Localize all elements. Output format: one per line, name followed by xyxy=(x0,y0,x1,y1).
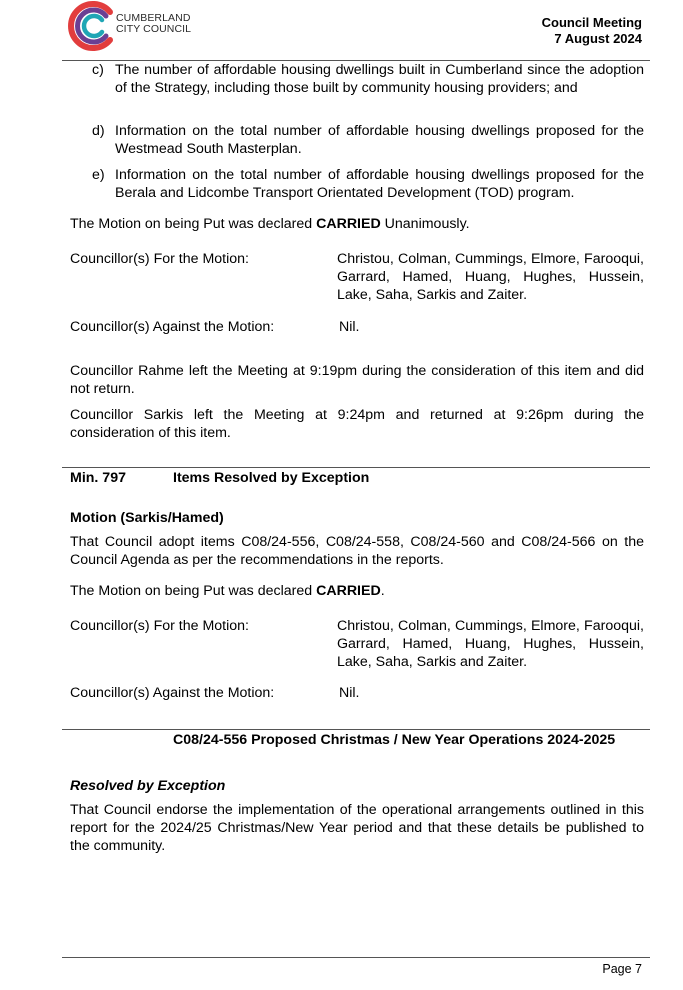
motion-text: That Council adopt items C08/24-556, C08/24-558, C08/24-560 and C08/24-566 on the Council Agenda as per the recommendations in the reports. xyxy=(70,534,644,568)
result-suffix: Unanimously. xyxy=(380,216,470,232)
against-motion-value: Nil. xyxy=(339,685,360,701)
result-word: CARRIED xyxy=(316,583,381,599)
result-suffix: . xyxy=(380,583,385,599)
result-prefix: The Motion on being Put was declared xyxy=(70,583,317,599)
result-prefix: The Motion on being Put was declared xyxy=(70,216,317,232)
cumberland-logo-icon xyxy=(66,0,118,52)
motion-heading: Motion (Sarkis/Hamed) xyxy=(70,510,224,526)
resolved-text: That Council endorse the implementation of the operational arrangements outlined in this report for the 2024/25 Christmas/New Year period and that these details be published to the community. xyxy=(70,802,644,854)
list-item-text: The number of affordable housing dwellings built in Cumberland since the adoption of the Strategy, including those built by community housing providers; and xyxy=(115,62,644,96)
for-motion-label: Councillor(s) For the Motion: xyxy=(70,618,249,634)
against-motion-value: Nil. xyxy=(339,319,360,335)
item-heading: C08/24-556 Proposed Christmas / New Year Operations 2024-2025 xyxy=(173,732,616,748)
list-item-c xyxy=(92,61,644,97)
list-item-text: Information on the total number of affordable housing dwellings proposed for the Westmead South Masterplan. xyxy=(115,123,644,157)
meeting-date: 7 August 2024 xyxy=(554,31,642,46)
note-sarkis: Councillor Sarkis left the Meeting at 9:24pm and returned at 9:26pm during the consideration of this item. xyxy=(70,407,644,441)
list-item-text: Information on the total number of affordable housing dwellings proposed for the Berala and Lidcombe Transport Orientated Development (TOD) program. xyxy=(115,167,644,201)
item-rule xyxy=(62,729,650,730)
logo-line-2: CITY COUNCIL xyxy=(116,23,192,35)
page-number: Page 7 xyxy=(602,962,642,976)
list-item-e xyxy=(92,166,644,202)
against-motion-label: Councillor(s) Against the Motion: xyxy=(70,685,275,701)
list-marker: c) xyxy=(92,62,104,78)
meeting-info xyxy=(542,15,642,47)
for-motion-label: Councillor(s) For the Motion: xyxy=(70,251,249,267)
resolved-heading: Resolved by Exception xyxy=(70,778,226,794)
motion-result xyxy=(70,215,644,233)
list-marker: d) xyxy=(92,123,105,139)
motion-result xyxy=(70,582,644,600)
for-motion-value: Christou, Colman, Cummings, Elmore, Farooqui, Garrard, Hamed, Huang, Hughes, Hussein, Lake, Saha, Sarkis and Zaiter. xyxy=(337,251,644,303)
for-motion-value: Christou, Colman, Cummings, Elmore, Farooqui, Garrard, Hamed, Huang, Hughes, Hussein, Lake, Saha, Sarkis and Zaiter. xyxy=(337,618,644,670)
note-rahme: Councillor Rahme left the Meeting at 9:19pm during the consideration of this item and did not return. xyxy=(70,363,644,397)
logo-wordmark xyxy=(116,13,191,35)
logo-line-1: CUMBERLAND xyxy=(116,12,191,24)
section-rule xyxy=(62,467,650,468)
footer-rule xyxy=(62,957,650,958)
minute-number: Min. 797 xyxy=(70,470,126,486)
list-item-d xyxy=(92,122,644,158)
result-word: CARRIED xyxy=(316,216,381,232)
list-marker: e) xyxy=(92,167,105,183)
minute-title: Items Resolved by Exception xyxy=(173,470,370,486)
against-motion-label: Councillor(s) Against the Motion: xyxy=(70,319,275,335)
meeting-title: Council Meeting xyxy=(541,15,642,30)
